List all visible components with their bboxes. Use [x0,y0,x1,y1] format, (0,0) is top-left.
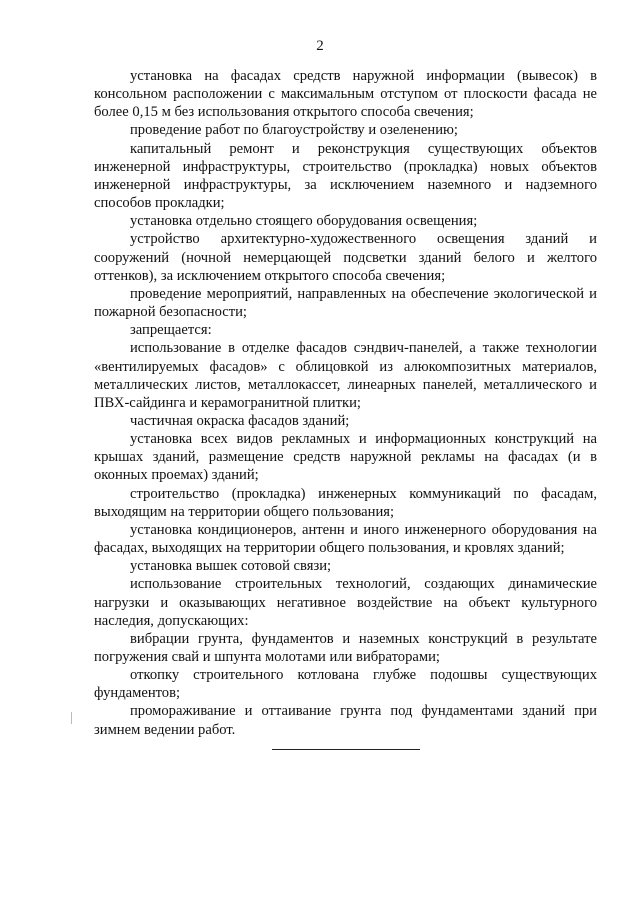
paragraph-advertising: установка всех видов рекламных и информационных конструкций на крышах зданий, размещение средств наружной рекламы на фасадах (и в оконных проемах) зданий; [94,431,597,484]
page-number: 2 [316,38,324,54]
paragraph-vibration: вибрации грунта, фундаментов и наземных конструкций в результате погружения свай и шпунта молотами или вибраторами; [94,630,597,665]
closing-rule [272,749,420,750]
paragraph-cell-towers: установка вышек сотовой связи; [130,558,332,575]
paragraph-safety-measures: проведение мероприятий, направленных на обеспечение экологической и пожарной безопасности; [94,285,597,321]
paragraph-air-conditioners: установка кондиционеров, антенн и иного инженерного оборудования на фасадах, выходящих на территории общего пользования, и кровлях зданий; [94,521,597,557]
paragraph-partial-painting: частичная окраска фасадов зданий; [130,412,350,429]
paragraph-prohibited-heading: запрещается: [130,322,212,339]
paragraph-communications: строительство (прокладка) инженерных коммуникаций по фасадам, выходящим на территории общего пользования; [94,485,597,520]
paragraph-construction-tech: использование строительных технологий, создающих динамические нагрузки и оказывающих негативное воздействие на объект культурного наследия, допускающих: [94,576,597,629]
document-body [94,67,597,739]
paragraph-freezing: промораживание и оттаивание грунта под фундаментами зданий при зимнем ведении работ. [94,703,597,738]
paragraph-engineering-repair: капитальный ремонт и реконструкция существующих объектов инженерной инфраструктуры, строительство (прокладка) новых объектов инженерной инфраструктуры, за исключением наземного и надземного способов прокладки; [94,140,597,212]
paragraph-lighting-equipment: установка отдельно стоящего оборудования освещения; [130,213,478,230]
paragraph-facade-materials: использование в отделке фасадов сэндвич-панелей, а также технологии «вентилируемых фасадов» с облицовкой из алюкомпозитных материалов, металлических листов, металлокассет, линеарных панелей, металлического и ПВХ-сайдинга и керамогранитной плитки; [94,340,597,411]
paragraph-architectural-lighting: устройство архитектурно-художественного освещения зданий и сооружений (ночной немерцающей подсветки зданий белого и желтого оттенков), за исключением открытого способа свечения; [94,231,597,284]
paragraph-excavation: откопку строительного котлована глубже подошвы существующих фундаментов; [94,667,597,702]
paragraph-signage: установка на фасадах средств наружной информации (вывесок) в консольном расположении с максимальным отступом от плоскости фасада не более 0,15 м без использования открытого способа свечения; [94,68,597,121]
margin-mark [71,712,72,724]
paragraph-landscaping: проведение работ по благоустройству и озеленению; [130,122,458,139]
